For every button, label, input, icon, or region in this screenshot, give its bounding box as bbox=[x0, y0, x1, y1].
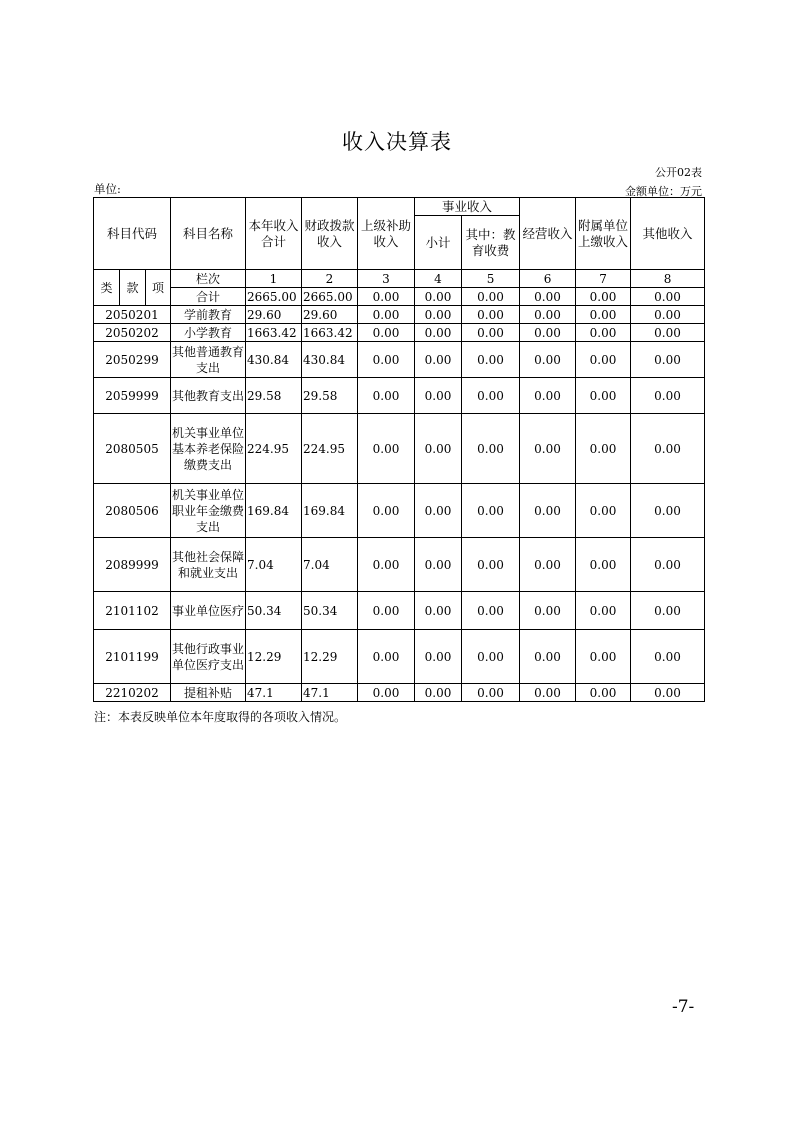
row-value: 0.00 bbox=[576, 324, 631, 342]
header-item: 项 bbox=[146, 270, 171, 306]
row-value: 7.04 bbox=[246, 538, 302, 592]
total-row bbox=[94, 288, 705, 306]
row-value: 47.1 bbox=[246, 684, 302, 702]
row-value: 0.00 bbox=[576, 342, 631, 378]
row-value: 0.00 bbox=[576, 538, 631, 592]
row-value: 0.00 bbox=[631, 538, 705, 592]
row-value: 0.00 bbox=[462, 306, 520, 324]
row-value: 1663.42 bbox=[302, 324, 358, 342]
row-value: 0.00 bbox=[358, 684, 415, 702]
row-value: 0.00 bbox=[631, 484, 705, 538]
column-number-row bbox=[94, 270, 705, 288]
header-operating-income: 经营收入 bbox=[520, 198, 576, 270]
income-final-accounts-table bbox=[93, 197, 705, 702]
row-value: 0.00 bbox=[520, 484, 576, 538]
row-value: 0.00 bbox=[462, 414, 520, 484]
row-value: 0.00 bbox=[415, 414, 462, 484]
table-row bbox=[94, 538, 705, 592]
row-value: 0.00 bbox=[415, 342, 462, 378]
row-code: 2101102 bbox=[94, 592, 171, 630]
row-value: 0.00 bbox=[576, 306, 631, 324]
row-value: 0.00 bbox=[520, 342, 576, 378]
row-value: 0.00 bbox=[358, 414, 415, 484]
col-number: 8 bbox=[631, 270, 705, 288]
row-value: 0.00 bbox=[520, 306, 576, 324]
row-value: 0.00 bbox=[358, 484, 415, 538]
row-value: 0.00 bbox=[462, 538, 520, 592]
table-row bbox=[94, 484, 705, 538]
total-value: 0.00 bbox=[415, 288, 462, 306]
table-row bbox=[94, 342, 705, 378]
row-code: 2050202 bbox=[94, 324, 171, 342]
row-value: 0.00 bbox=[358, 538, 415, 592]
form-number: 公开02表 bbox=[655, 166, 702, 179]
row-value: 0.00 bbox=[358, 306, 415, 324]
row-value: 50.34 bbox=[302, 592, 358, 630]
header-fiscal-appropriation: 财政拨款收入 bbox=[302, 198, 358, 270]
row-value: 0.00 bbox=[520, 324, 576, 342]
row-value: 430.84 bbox=[302, 342, 358, 378]
header-total-income: 本年收入合计 bbox=[246, 198, 302, 270]
table-note: 注：本表反映单位本年度取得的各项收入情况。 bbox=[94, 710, 347, 724]
total-label: 合计 bbox=[171, 288, 246, 306]
total-value: 0.00 bbox=[462, 288, 520, 306]
col-number: 1 bbox=[246, 270, 302, 288]
col-number: 7 bbox=[576, 270, 631, 288]
row-value: 29.58 bbox=[246, 378, 302, 414]
row-code: 2080506 bbox=[94, 484, 171, 538]
row-name: 学前教育 bbox=[171, 306, 246, 324]
page-title: 收入决算表 bbox=[342, 130, 452, 154]
row-value: 0.00 bbox=[631, 592, 705, 630]
row-value: 0.00 bbox=[576, 684, 631, 702]
row-name: 其他普通教育支出 bbox=[171, 342, 246, 378]
row-value: 0.00 bbox=[520, 630, 576, 684]
row-value: 0.00 bbox=[631, 630, 705, 684]
row-value: 0.00 bbox=[576, 378, 631, 414]
amount-unit: 金额单位：万元 bbox=[625, 185, 702, 198]
row-name: 其他社会保障和就业支出 bbox=[171, 538, 246, 592]
row-code: 2089999 bbox=[94, 538, 171, 592]
total-value: 0.00 bbox=[358, 288, 415, 306]
row-value: 0.00 bbox=[576, 484, 631, 538]
row-value: 0.00 bbox=[631, 324, 705, 342]
row-value: 0.00 bbox=[415, 324, 462, 342]
row-value: 1663.42 bbox=[246, 324, 302, 342]
row-value: 0.00 bbox=[576, 630, 631, 684]
total-value: 0.00 bbox=[576, 288, 631, 306]
table-row bbox=[94, 378, 705, 414]
row-name: 机关事业单位基本养老保险缴费支出 bbox=[171, 414, 246, 484]
row-value: 0.00 bbox=[631, 342, 705, 378]
header-other-income: 其他收入 bbox=[631, 198, 705, 270]
col-number: 2 bbox=[302, 270, 358, 288]
table-row bbox=[94, 414, 705, 484]
table-row bbox=[94, 324, 705, 342]
row-value: 0.00 bbox=[415, 592, 462, 630]
row-value: 0.00 bbox=[520, 684, 576, 702]
row-value: 0.00 bbox=[415, 538, 462, 592]
header-column-no: 栏次 bbox=[171, 270, 246, 288]
row-value: 0.00 bbox=[358, 592, 415, 630]
row-value: 0.00 bbox=[631, 378, 705, 414]
row-value: 0.00 bbox=[358, 630, 415, 684]
row-value: 169.84 bbox=[302, 484, 358, 538]
row-value: 29.58 bbox=[302, 378, 358, 414]
row-value: 29.60 bbox=[246, 306, 302, 324]
row-value: 0.00 bbox=[631, 414, 705, 484]
row-code: 2059999 bbox=[94, 378, 171, 414]
header-affiliated-income: 附属单位上缴收入 bbox=[576, 198, 631, 270]
row-code: 2080505 bbox=[94, 414, 171, 484]
row-value: 12.29 bbox=[246, 630, 302, 684]
row-value: 0.00 bbox=[631, 684, 705, 702]
header-subtotal: 小计 bbox=[415, 216, 462, 270]
row-value: 0.00 bbox=[462, 630, 520, 684]
row-value: 0.00 bbox=[462, 484, 520, 538]
row-code: 2050299 bbox=[94, 342, 171, 378]
row-value: 0.00 bbox=[415, 684, 462, 702]
row-name: 事业单位医疗 bbox=[171, 592, 246, 630]
col-number: 5 bbox=[462, 270, 520, 288]
row-value: 0.00 bbox=[462, 324, 520, 342]
row-name: 小学教育 bbox=[171, 324, 246, 342]
total-value: 0.00 bbox=[631, 288, 705, 306]
row-value: 47.1 bbox=[302, 684, 358, 702]
row-value: 0.00 bbox=[462, 378, 520, 414]
unit-label: 单位: bbox=[94, 182, 121, 196]
total-value: 2665.00 bbox=[246, 288, 302, 306]
row-value: 0.00 bbox=[576, 592, 631, 630]
row-value: 0.00 bbox=[631, 306, 705, 324]
col-number: 3 bbox=[358, 270, 415, 288]
row-value: 0.00 bbox=[358, 342, 415, 378]
header-row-1 bbox=[94, 198, 705, 216]
col-number: 6 bbox=[520, 270, 576, 288]
header-subject-name: 科目名称 bbox=[171, 198, 246, 270]
page-number: -7- bbox=[672, 997, 695, 1017]
col-number: 4 bbox=[415, 270, 462, 288]
row-value: 7.04 bbox=[302, 538, 358, 592]
header-class: 类 bbox=[94, 270, 120, 306]
row-code: 2050201 bbox=[94, 306, 171, 324]
header-section: 款 bbox=[120, 270, 146, 306]
row-value: 12.29 bbox=[302, 630, 358, 684]
row-value: 50.34 bbox=[246, 592, 302, 630]
row-value: 224.95 bbox=[302, 414, 358, 484]
total-value: 0.00 bbox=[520, 288, 576, 306]
row-name: 其他教育支出 bbox=[171, 378, 246, 414]
row-value: 0.00 bbox=[462, 342, 520, 378]
row-value: 0.00 bbox=[462, 592, 520, 630]
row-value: 0.00 bbox=[415, 630, 462, 684]
row-value: 169.84 bbox=[246, 484, 302, 538]
row-value: 430.84 bbox=[246, 342, 302, 378]
row-value: 0.00 bbox=[520, 538, 576, 592]
row-value: 0.00 bbox=[415, 484, 462, 538]
table-row bbox=[94, 684, 705, 702]
row-code: 2101199 bbox=[94, 630, 171, 684]
total-value: 2665.00 bbox=[302, 288, 358, 306]
header-edu-fee: 其中：教育收费 bbox=[462, 216, 520, 270]
row-name: 提租补贴 bbox=[171, 684, 246, 702]
row-name: 机关事业单位职业年金缴费支出 bbox=[171, 484, 246, 538]
row-value: 29.60 bbox=[302, 306, 358, 324]
row-value: 0.00 bbox=[358, 324, 415, 342]
row-value: 0.00 bbox=[415, 378, 462, 414]
row-value: 0.00 bbox=[520, 378, 576, 414]
row-value: 224.95 bbox=[246, 414, 302, 484]
row-value: 0.00 bbox=[576, 414, 631, 484]
table-row bbox=[94, 306, 705, 324]
row-name: 其他行政事业单位医疗支出 bbox=[171, 630, 246, 684]
header-subject-code: 科目代码 bbox=[94, 198, 171, 270]
row-value: 0.00 bbox=[462, 684, 520, 702]
row-value: 0.00 bbox=[415, 306, 462, 324]
table-row bbox=[94, 592, 705, 630]
header-upper-subsidy: 上级补助收入 bbox=[358, 198, 415, 270]
row-value: 0.00 bbox=[520, 592, 576, 630]
row-code: 2210202 bbox=[94, 684, 171, 702]
row-value: 0.00 bbox=[358, 378, 415, 414]
header-business-income: 事业收入 bbox=[415, 198, 520, 216]
table-row bbox=[94, 630, 705, 684]
row-value: 0.00 bbox=[520, 414, 576, 484]
